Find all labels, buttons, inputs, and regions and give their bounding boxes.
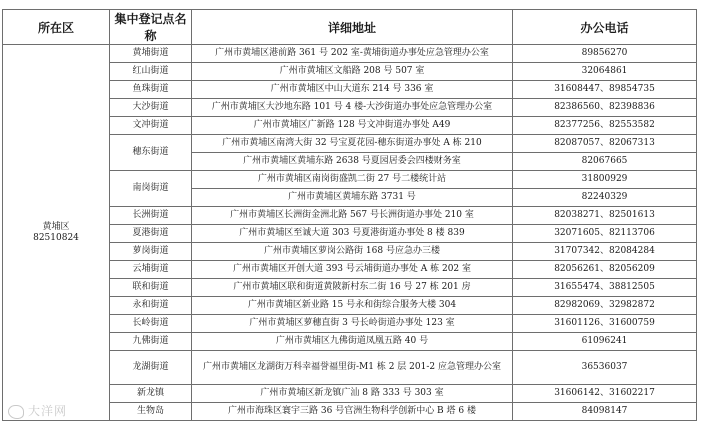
district-cell xyxy=(3,45,110,421)
header-address: 详细地址 xyxy=(192,10,513,45)
point-name: 云埔街道 xyxy=(110,261,192,279)
watermark-text: 大洋网 xyxy=(28,404,68,418)
point-name: 联和街道 xyxy=(110,279,192,297)
table-row xyxy=(3,45,697,63)
point-name: 鱼珠街道 xyxy=(110,81,192,99)
address: 广州市黄埔区中山大道东 214 号 336 室 xyxy=(192,81,513,99)
phone: 84098147 xyxy=(513,403,697,421)
phone: 82982069、32982872 xyxy=(513,297,697,315)
phone: 82386560、82398836 xyxy=(513,99,697,117)
phone: 31707342、82084284 xyxy=(513,243,697,261)
phone: 32071605、82113706 xyxy=(513,225,697,243)
phone: 82038271、82501613 xyxy=(513,207,697,225)
phone: 36536037 xyxy=(513,351,697,385)
point-name: 新龙镇 xyxy=(110,385,192,403)
point-name: 夏港街道 xyxy=(110,225,192,243)
address: 广州市黄埔区新龙镇广汕 8 路 333 号 303 室 xyxy=(192,385,513,403)
address: 广州市黄埔区新业路 15 号永和街综合服务大楼 304 xyxy=(192,297,513,315)
address: 广州市黄埔区文船路 208 号 507 室 xyxy=(192,63,513,81)
point-name: 穗东街道 xyxy=(110,135,192,171)
address: 广州市黄埔区大沙地东路 101 号 4 楼-大沙街道办事处应急管理办公室 xyxy=(192,99,513,117)
address: 广州市黄埔区萝岗公路街 168 号应急办三楼 xyxy=(192,243,513,261)
address: 广州市黄埔区至诚大道 303 号夏港街道办事处 8 楼 839 xyxy=(192,225,513,243)
address: 广州市黄埔区长洲街金洲北路 567 号长洲街道办事处 210 室 xyxy=(192,207,513,225)
address: 广州市黄埔区广新路 128 号文冲街道办事处 A49 xyxy=(192,117,513,135)
phone: 31606142、31602217 xyxy=(513,385,697,403)
address: 广州市黄埔区开创大道 393 号云埔街道办事处 A 栋 202 室 xyxy=(192,261,513,279)
address: 广州市黄埔区萝穗直街 3 号长岭街道办事处 123 室 xyxy=(192,315,513,333)
phone: 82377256、82553582 xyxy=(513,117,697,135)
header-row xyxy=(3,10,697,45)
phone: 31800929 xyxy=(513,171,697,189)
phone: 61096241 xyxy=(513,333,697,351)
district-name: 黄埔区 xyxy=(42,221,70,232)
address: 广州市黄埔区南岗街盛凯二街 27 号二楼统计站 xyxy=(192,171,513,189)
address: 广州市黄埔区龙湖街万科幸福誉福里街-M1 栋 2 层 201-2 应急管理办公室 xyxy=(192,351,513,385)
weibo-icon xyxy=(8,405,24,419)
point-name: 南岗街道 xyxy=(110,171,192,207)
header-phone: 办公电话 xyxy=(513,10,697,45)
phone: 31655474、38812505 xyxy=(513,279,697,297)
address: 广州市黄埔区黄埔东路 2638 号夏园居委会四楼财务室 xyxy=(192,153,513,171)
point-name: 萝岗街道 xyxy=(110,243,192,261)
address: 广州市黄埔区黄埔东路 3731 号 xyxy=(192,189,513,207)
point-name: 长洲街道 xyxy=(110,207,192,225)
header-district: 所在区 xyxy=(3,10,110,45)
address: 广州市黄埔区九佛街道凤凰五路 40 号 xyxy=(192,333,513,351)
phone: 82240329 xyxy=(513,189,697,207)
registration-table xyxy=(2,9,697,421)
address: 广州市黄埔区南湾大街 32 号宝夏花园-穗东街道办事处 A 栋 210 xyxy=(192,135,513,153)
watermark xyxy=(8,402,67,419)
address: 广州市黄埔区港前路 361 号 202 室-黄埔街道办事处应急管理办公室 xyxy=(192,45,513,63)
phone: 82087057、82067313 xyxy=(513,135,697,153)
point-name: 龙湖街道 xyxy=(110,351,192,385)
point-name: 大沙街道 xyxy=(110,99,192,117)
phone: 32064861 xyxy=(513,63,697,81)
point-name: 长岭街道 xyxy=(110,315,192,333)
address: 广州市海珠区寰宇三路 36 号官洲生物科学创新中心 B 塔 6 楼 xyxy=(192,403,513,421)
point-name: 永和街道 xyxy=(110,297,192,315)
point-name: 红山街道 xyxy=(110,63,192,81)
phone: 31601126、31600759 xyxy=(513,315,697,333)
phone: 31608447、89854735 xyxy=(513,81,697,99)
phone: 82067665 xyxy=(513,153,697,171)
point-name: 黄埔街道 xyxy=(110,45,192,63)
address: 广州市黄埔区联和街道黄陂新村东二街 16 号 27 栋 201 房 xyxy=(192,279,513,297)
header-point: 集中登记点名称 xyxy=(110,10,192,45)
point-name: 九佛街道 xyxy=(110,333,192,351)
phone: 89856270 xyxy=(513,45,697,63)
point-name: 文冲街道 xyxy=(110,117,192,135)
point-name: 生物岛 xyxy=(110,403,192,421)
phone: 82056261、82056209 xyxy=(513,261,697,279)
district-phone: 82510824 xyxy=(33,232,79,243)
